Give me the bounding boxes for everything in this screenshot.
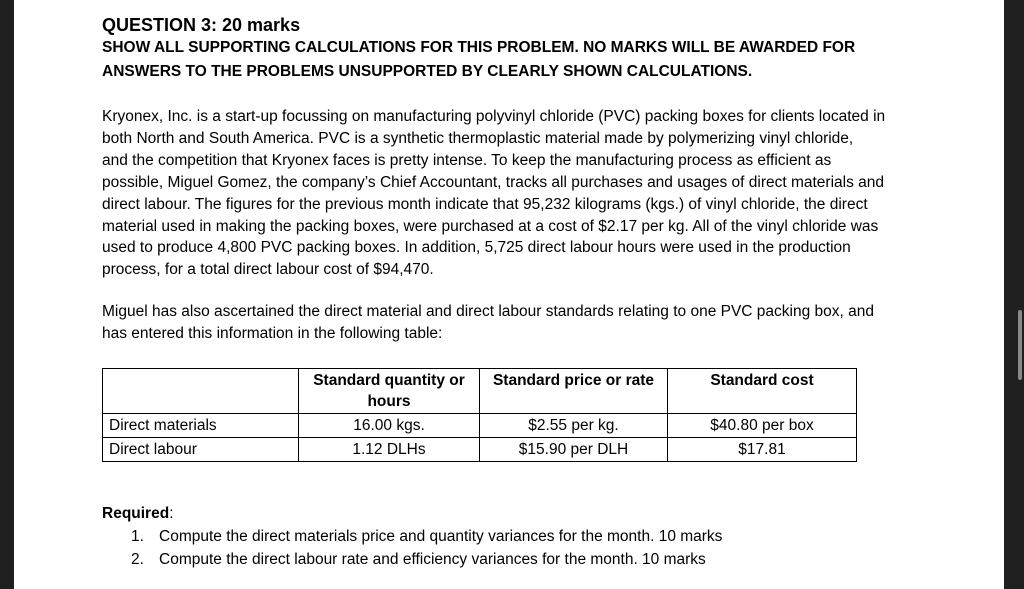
document-content <box>102 14 932 571</box>
cell-materials-quantity: 16.00 kgs. <box>299 414 480 438</box>
instructions-line-1: SHOW ALL SUPPORTING CALCULATIONS FOR THIS PROBLEM. NO MARKS WILL BE AWARDED FOR <box>102 39 856 56</box>
paragraph-line: used to produce 4,800 PVC packing boxes. In addition, 5,725 direct labour hours were used in the production <box>102 239 851 257</box>
cell-materials-price: $2.55 per kg. <box>480 414 668 438</box>
cell-labour-hours: 1.12 DLHs <box>299 438 480 462</box>
paragraph-line: Miguel has also ascertained the direct material and direct labour standards relating to one PVC packing box, and <box>102 303 875 321</box>
table-row <box>103 414 857 438</box>
table-header-row <box>103 369 857 414</box>
list-item-text: Compute the direct labour rate and efficiency variances for the month. 10 marks <box>159 551 706 569</box>
list-item <box>102 525 932 548</box>
left-window-edge <box>0 0 14 589</box>
row-label-direct-materials: Direct materials <box>103 414 299 438</box>
list-item <box>102 548 932 571</box>
standards-intro-paragraph <box>102 301 932 345</box>
table-row <box>103 438 857 462</box>
header-cell-standard-cost: Standard cost <box>668 369 857 414</box>
paragraph-line: possible, Miguel Gomez, the company’s Chief Accountant, tracks all purchases and usages of direct materials and <box>102 173 885 191</box>
row-label-direct-labour: Direct labour <box>103 438 299 462</box>
cell-labour-cost: $17.81 <box>668 438 857 462</box>
list-item-number: 1. <box>131 528 144 546</box>
cell-labour-rate: $15.90 per DLH <box>480 438 668 462</box>
paragraph-line: both North and South America. PVC is a synthetic thermoplastic material made by polymerizing vinyl chloride, <box>102 129 854 147</box>
vertical-scrollbar[interactable] <box>1004 0 1024 589</box>
instructions-line-2: ANSWERS TO THE PROBLEMS UNSUPPORTED BY CLEARLY SHOWN CALCULATIONS. <box>102 63 753 80</box>
paragraph-line: material used in making the packing boxes, were purchased at a cost of $2.17 per kg. All of the vinyl chloride was <box>102 217 879 235</box>
paragraph-line: has entered this information in the following table: <box>102 325 443 343</box>
paragraph-line: direct labour. The figures for the previous month indicate that 95,232 kilograms (kgs.) of vinyl chloride, the direct <box>102 195 868 213</box>
paragraph-line: Kryonex, Inc. is a start-up focussing on manufacturing polyvinyl chloride (PVC) packing boxes for clients located in <box>102 108 886 125</box>
scrollbar-thumb[interactable] <box>1018 310 1022 380</box>
paragraph-line: process, for a total direct labour cost of $94,470. <box>102 261 434 279</box>
required-section <box>102 502 932 571</box>
list-item-number: 2. <box>131 551 144 569</box>
paragraph-line: and the competition that Kryonex faces is pretty intense. To keep the manufacturing process as efficient as <box>102 151 832 169</box>
list-item-text: Compute the direct materials price and quantity variances for the month. 10 marks <box>159 528 723 546</box>
header-cell-empty <box>103 369 299 414</box>
document-page <box>14 0 1004 589</box>
header-cell-standard-quantity: Standard quantity or hours <box>299 369 480 414</box>
header-cell-standard-price: Standard price or rate <box>480 369 668 414</box>
standards-table <box>102 368 857 462</box>
problem-paragraph <box>102 106 932 281</box>
required-heading <box>102 502 932 525</box>
question-title: QUESTION 3: 20 marks <box>102 15 301 35</box>
required-label: Required <box>102 505 170 523</box>
required-colon: : <box>169 505 174 523</box>
cell-materials-cost: $40.80 per box <box>668 414 857 438</box>
